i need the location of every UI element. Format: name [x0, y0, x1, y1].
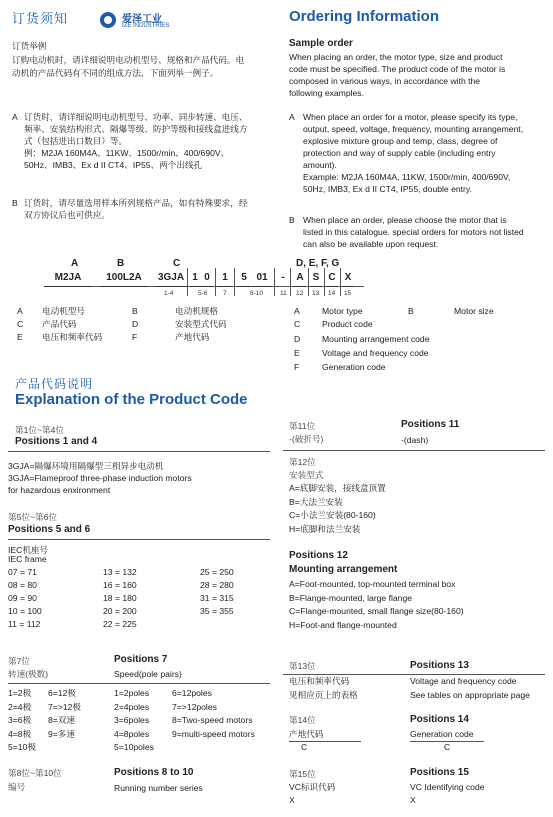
pos-label-5-6: 5-6: [198, 290, 208, 297]
legend-zh-b-letter: B: [132, 306, 138, 316]
p7-zh2: 转速(极数): [8, 669, 49, 679]
p8-zh: 第8位~第10位: [8, 768, 62, 778]
legend-en-a-letter: A: [294, 306, 300, 316]
legend-en-d: Mounting arrangement code: [322, 334, 430, 344]
p14-zh: 第14位: [289, 715, 316, 725]
p11-en: Positions 11: [401, 419, 460, 430]
item-a-letter-zh: A: [12, 112, 18, 122]
p14-zh2: 产地代码: [289, 729, 324, 739]
item-b-letter-zh: B: [12, 198, 18, 208]
item-b-text-en: When place an order, please choose the motor that is listed in this catalogue. special orders for motors not listed can also be available upon request.: [303, 215, 524, 249]
legend-zh-a-letter: A: [17, 306, 23, 316]
pos-label-1-4: 1-4: [164, 290, 174, 297]
pos-label-7: 7: [223, 290, 227, 297]
p7-en: Positions 7: [114, 654, 168, 665]
code-box-pos15: X: [342, 272, 354, 287]
item-a-text-en: When place an order for a motor, please specify its type, output, speed, voltage, frequency, mounting arrangement, explosive mixture group and temp, class, degree of protection and way of supply cable (including entry amount). Example: M2JA 160M4A, 11KW, 1500r/min, 400/690V, 50Hz, IMB3, Ex d II CT4, IP55, double entry.: [303, 112, 524, 194]
p12-en: Positions 12: [289, 550, 348, 561]
product-code-diagram: [0, 0, 553, 320]
p5-frame-zh: IEC机座号: [8, 545, 49, 555]
code-box-pos7: 1: [218, 272, 232, 287]
p7-col-1: 1=2极 2=4极 3=6极 4=8极 5=10极: [8, 688, 36, 752]
p8-zh2: 编号: [8, 782, 26, 792]
p7-col-3: 1=2poles 2=4poles 3=6poles 4=8poles 5=10poles: [114, 688, 154, 752]
legend-en-b-letter: B: [408, 306, 414, 316]
p14-zh3: C: [301, 742, 308, 752]
p8-en2: Running number series: [114, 783, 203, 793]
legend-zh-b: 电动机规格: [175, 306, 218, 316]
legend-zh-e: 电压和频率代码: [42, 332, 103, 342]
code-letter-a: A: [71, 258, 79, 269]
explanation-title-en: Explanation of the Product Code: [15, 391, 248, 408]
p11-en2: -(dash): [401, 435, 429, 445]
p7-en2: Speed(pole pairs): [114, 669, 182, 679]
pos-label-15: 15: [344, 290, 352, 297]
p7-col-4: 6=12poles 7=>12poles 8=Two-speed motors 9=multi-speed motors: [172, 688, 255, 739]
code-letter-b: B: [117, 258, 125, 269]
code-box-product: 3GJA: [155, 272, 187, 287]
code-box-size: 100L2A: [100, 272, 148, 287]
legend-en-c: Product code: [322, 319, 373, 329]
legend-en-e: Voltage and frequency code: [322, 348, 429, 358]
code-box-pos12: A: [294, 272, 306, 287]
p5-col-1: 07 = 71 08 = 80 09 = 90 10 = 100 11 = 112: [8, 567, 42, 629]
p15-en: Positions 15: [410, 767, 469, 778]
explanation-title-zh: 产品代码说明: [15, 377, 94, 391]
legend-zh-c-letter: C: [17, 319, 24, 329]
p1-en: Positions 1 and 4: [15, 436, 98, 447]
legend-zh-a: 电动机型号: [42, 306, 85, 316]
item-a-letter-en: A: [289, 112, 295, 122]
logo-sub: IZE INDUSTRIES: [122, 23, 170, 29]
code-box-pos8: 5: [238, 272, 250, 287]
legend-zh-d-letter: D: [132, 319, 139, 329]
p14-en2: Generation code: [410, 729, 474, 739]
p1-desc: 3GJA=隔爆环境用隔爆型三相异步电动机 3GJA=Flameproof three-phase induction motors for hazardous enxironment: [8, 461, 192, 495]
intro-line-2: 动机的产品代码有不同的组成方法，下面列举一例子。: [12, 68, 219, 78]
code-box-dash: -: [281, 272, 285, 283]
code-box-pos6: 0: [201, 272, 213, 287]
legend-en-b: Motor size: [454, 306, 494, 316]
p5-col-2: 13 = 132 16 = 160 18 = 180 20 = 200 22 = 225: [103, 567, 137, 629]
sample-order-title: Sample order: [289, 38, 353, 49]
logo-name: 爱泽工业: [122, 14, 162, 25]
code-box-pos14: C: [326, 272, 338, 287]
code-letter-c: C: [173, 258, 181, 269]
p5-en: Positions 5 and 6: [8, 524, 91, 535]
legend-zh-f-letter: F: [132, 332, 138, 342]
item-b-text-zh: 订货时，请尽量选用样本所列规格产品，如有特殊要求，经 双方协议后也可供应。: [24, 198, 248, 220]
p14-en3: C: [444, 742, 451, 752]
legend-zh-c: 产品代码: [42, 319, 77, 329]
p15-en3: X: [410, 795, 416, 805]
legend-zh-e-letter: E: [17, 332, 23, 342]
p15-en2: VC Identifying code: [410, 782, 485, 792]
code-box-pos13: S: [310, 272, 322, 287]
pos-label-8-10: 8-10: [250, 290, 264, 297]
pos-label-12: 12: [296, 290, 304, 297]
intro-line-1: 订购电动机时，请详细说明电动机型号、规格和产品代码。电: [12, 55, 245, 65]
legend-en-d-letter: D: [294, 334, 301, 344]
code-box-pos9-10: 01: [252, 272, 272, 287]
p7-col-2: 6=12极 7=>12极 8=双速 9=多速: [48, 688, 81, 739]
pos-label-13: 13: [312, 290, 320, 297]
code-box-type: M2JA: [44, 272, 92, 287]
p8-en: Positions 8 to 10: [114, 767, 194, 778]
p12-zh-lines: A=底脚安装，接线盒顶置 B=大法兰安装 C=小法兰安装(80-160) H=底脚和法兰安装: [289, 483, 386, 534]
p12-en-lines: A=Foot-mounted, top-mounted terminal box B=Flange-mounted, large flange C=Flange-mounted, small flange size(80-160) H=Foot-and flange-mounted: [289, 579, 464, 630]
p5-zh: 第5位~第6位: [8, 512, 57, 522]
item-b-letter-en: B: [289, 215, 295, 225]
legend-en-e-letter: E: [294, 348, 300, 358]
p15-zh3: X: [289, 795, 295, 805]
example-title: 订货举例: [12, 41, 47, 51]
p12-en2: Mounting arrangement: [289, 564, 398, 575]
p13-zh2: 电压和频率代码: [289, 676, 350, 686]
p5-col-3: 25 = 250 28 = 280 31 = 315 35 = 355: [200, 567, 234, 616]
p13-zh3: 见相应页上的表格: [289, 690, 358, 700]
legend-en-f: Generation code: [322, 362, 386, 372]
legend-en-a: Motor type: [322, 306, 363, 316]
p7-zh: 第7位: [8, 656, 30, 666]
p11-zh2: -(破折号): [289, 434, 324, 444]
p15-zh: 第15位: [289, 769, 316, 779]
pos-label-14: 14: [328, 290, 336, 297]
legend-zh-f: 产地代码: [175, 332, 210, 342]
p13-en: Positions 13: [410, 660, 469, 671]
p12-zh2: 安装型式: [289, 470, 324, 480]
p13-en3: See tables on appropriate page: [410, 690, 530, 700]
p15-zh2: VC标识代码: [289, 782, 336, 792]
sample-order-intro: When placing an order, the motor type, size and product code must be specified. The product code of the motor is composed in various ways, in accordance with the following examples.: [289, 52, 506, 98]
legend-en-c-letter: C: [294, 319, 301, 329]
ordering-info-title: Ordering Information: [289, 8, 439, 25]
p14-en: Positions 14: [410, 714, 469, 725]
p5-frame-en: IEC frame: [8, 554, 47, 564]
pos-label-11: 11: [280, 290, 287, 297]
p13-en2: Voltage and frequency code: [410, 676, 517, 686]
legend-en-f-letter: F: [294, 362, 300, 372]
p1-zh: 第1位~第4位: [15, 425, 64, 435]
order-notes-title-zh: 订货须知: [12, 12, 69, 27]
code-box-pos5: 1: [189, 272, 201, 287]
code-letter-dg: D, E, F, G: [296, 258, 340, 269]
p11-zh: 第11位: [289, 421, 316, 431]
p13-zh: 第13位: [289, 661, 316, 671]
legend-zh-d: 安装型式代码: [175, 319, 227, 329]
item-a-text-zh: 订货时，请详细说明电动机型号、功率、同步转速、电压、 频率、安装结构形式、隔爆等级、防护等级和接线盒进线方 式（包括进出口数目）等。 例：M2JA 160M4A、11KW、1500r/min、400/690V、 50Hz、IMB3、Ex d II CT4、IP55、两个出线孔: [24, 112, 248, 170]
p12-zh: 第12位: [289, 457, 316, 467]
